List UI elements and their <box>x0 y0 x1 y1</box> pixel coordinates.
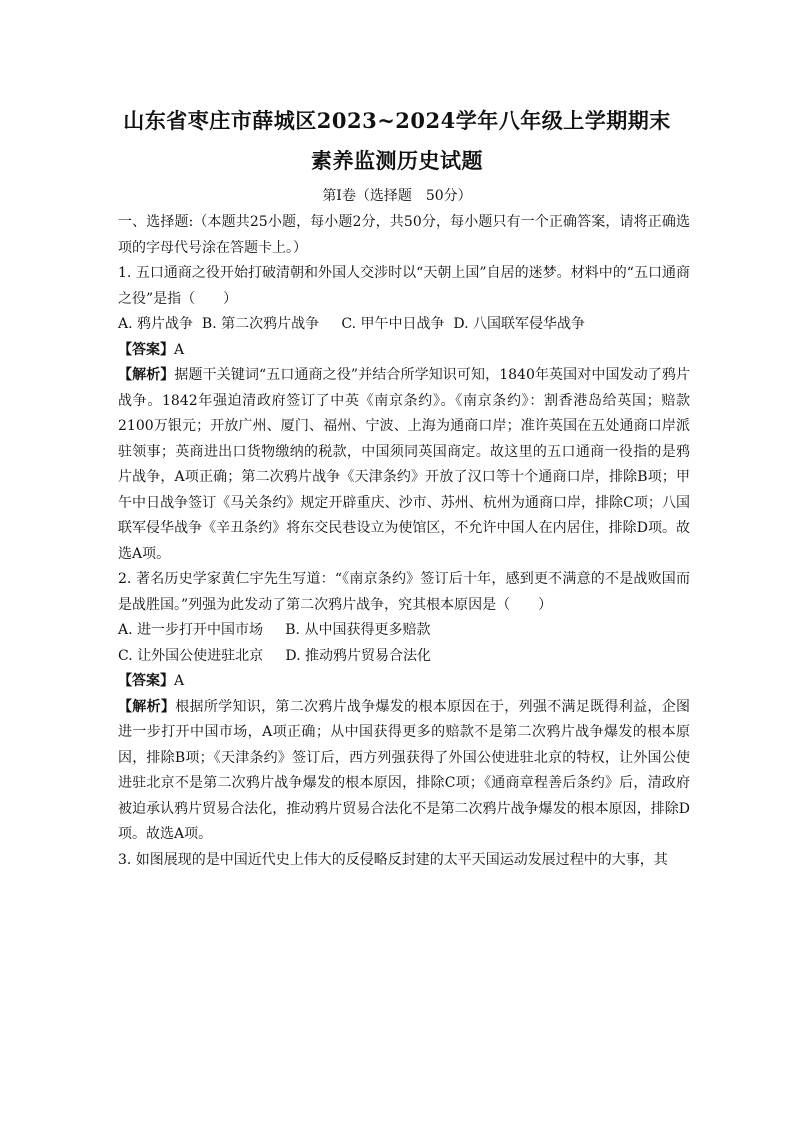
question-1-options-line: A. 鸦片战争 B. 第二次鸦片战争 C. 甲午中日战争 D. 八国联军侵华战争 <box>118 316 585 332</box>
question-1-answer <box>118 338 690 364</box>
instructions: 一、选择题:（本题共25小题，每小题2分，共50分，每小题只有一个正确答案，请将正确选项的字母代号涂在答题卡上。） <box>118 214 690 256</box>
question-2-options-line2 <box>118 644 690 670</box>
question-2-stem: 2. 著名历史学家黄仁宇先生写道：“《南京条约》签订后十年，感到更不满意的不是战败国而是战胜国。”列强为此发动了第二次鸦片战争，究其根本原因是（ ） <box>118 571 690 613</box>
question-1-answer-value: A <box>174 341 185 358</box>
question-1-analysis-text: 据题干关键词“五口通商之役”并结合所学知识可知，1840年英国对中国发动了鸦片战争。1842年强迫清政府签订了中英《南京条约》。《南京条约》：割香港岛给英国；赔款2100万银元；开放广州、厦门、福州、宁波、上海为通商口岸；准许英国在五处通商口岸派驻领事；英商进出口货物缴纳的税款，中国须同英国商定。故这里的五口通商一役指的是鸦片战争，A项正确；第二次鸦片战争《天津条约》开放了汉口等十个通商口岸，排除B项；甲午中日战争签订《马关条约》规定开辟重庆、沙市、苏州、杭州为通商口岸，排除C项；八国联军侵华战争《辛丑条约》将东交民巷设立为使馆区，不允许中国人在内居住，排除D项。故选A项。 <box>118 367 690 562</box>
answer-label: 【答案】 <box>118 673 174 689</box>
question-3-stem: 3. 如图展现的是中国近代史上伟大的反侵略反封建的太平天国运动发展过程中的大事，其 <box>118 851 668 868</box>
analysis-label: 【解析】 <box>118 698 176 715</box>
document-body <box>118 210 690 873</box>
question-2-options-cd: C. 让外国公使进驻北京 D. 推动鸦片贸易合法化 <box>118 647 431 664</box>
document-title-line2: 素养监测历史试题 <box>311 148 483 173</box>
section-heading: 第Ⅰ卷（选择题 50分） <box>322 188 472 204</box>
question-2-answer <box>118 669 690 695</box>
document-title-line1: 山东省枣庄市薛城区2023~2024学年八年级上学期期末 <box>123 108 671 133</box>
answer-label: 【答案】 <box>118 341 174 358</box>
analysis-label: 【解析】 <box>118 367 175 383</box>
question-1-analysis <box>118 363 690 567</box>
question-2-answer-value: A <box>174 673 185 689</box>
question-1-options <box>118 312 690 338</box>
question-2-analysis <box>118 695 690 848</box>
question-2-options-line1 <box>118 618 690 644</box>
question-2-analysis-text: 根据所学知识，第二次鸦片战争爆发的根本原因在于，列强不满足既得利益，企图进一步打开中国市场，A项正确；从中国获得更多的赔款不是第二次鸦片战争爆发的根本原因，排除B项；《天津条约》签订后，西方列强获得了外国公使进驻北京的特权，让外国公使进驻北京不是第二次鸦片战争爆发的根本原因，排除C项；《通商章程善后条约》后，清政府被迫承认鸦片贸易合法化，推动鸦片贸易合法化不是第二次鸦片战争爆发的根本原因，排除D项。故选A项。 <box>118 698 691 842</box>
question-1-stem: 1. 五口通商之役开始打破清朝和外国人交涉时以“天朝上国”自居的迷梦。材料中的“五口通商之役”是指（ ） <box>118 265 690 307</box>
question-2-options-ab: A. 进一步打开中国市场 B. 从中国获得更多赔款 <box>118 622 431 638</box>
